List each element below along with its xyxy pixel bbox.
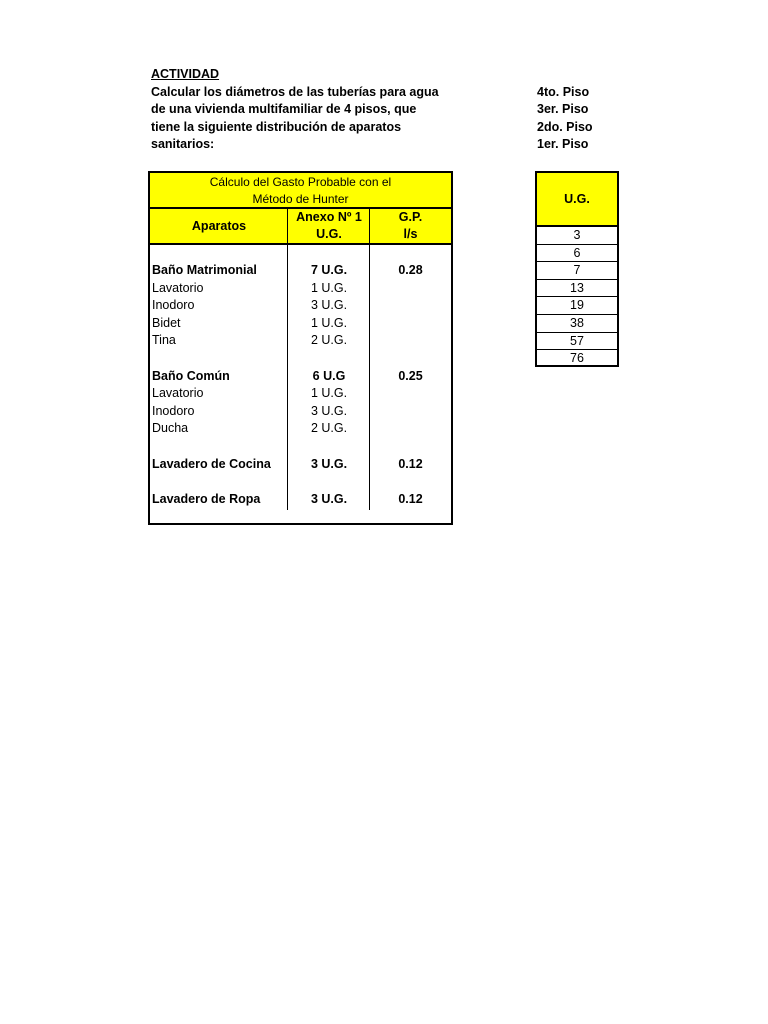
col-header-gp-line-1: G.P. bbox=[398, 210, 423, 224]
ug-cell: 6 bbox=[537, 245, 617, 263]
row-gp: 0.12 bbox=[398, 456, 423, 471]
row-gp: 0.25 bbox=[398, 368, 423, 383]
col-header-gp-line-2: l/s bbox=[403, 227, 418, 241]
row-ug: 2 U.G. bbox=[310, 333, 348, 348]
row-name: Baño Común bbox=[152, 368, 230, 383]
hunter-title-line-1: Cálculo del Gasto Probable con el bbox=[209, 175, 392, 189]
row-ug: 6 U.G bbox=[312, 368, 346, 383]
intro-line-2: de una vivienda multifamiliar de 4 pisos, que bbox=[151, 102, 417, 117]
row-ug: 3 U.G. bbox=[310, 456, 348, 471]
hunter-table bbox=[148, 171, 453, 525]
ug-cell: 13 bbox=[537, 280, 617, 298]
floor-label-3: 3er. Piso bbox=[537, 102, 589, 117]
row-name: Inodoro bbox=[152, 298, 195, 313]
hunter-title-line-2: Método de Hunter bbox=[252, 192, 349, 206]
ug-cell: 3 bbox=[537, 227, 617, 245]
row-name: Inodoro bbox=[152, 403, 195, 418]
ug-table-header: U.G. bbox=[537, 173, 617, 227]
row-name: Bidet bbox=[152, 315, 181, 330]
col-header-anexo bbox=[288, 209, 370, 245]
row-name: Tina bbox=[152, 333, 176, 348]
row-ug: 1 U.G. bbox=[310, 315, 348, 330]
row-name: Ducha bbox=[152, 421, 189, 436]
col-header-aparatos: Aparatos bbox=[150, 209, 288, 245]
row-ug: 1 U.G. bbox=[310, 280, 348, 295]
intro-line-1: Calcular los diámetros de las tuberías para agua bbox=[151, 84, 439, 99]
ug-cell: 38 bbox=[537, 315, 617, 333]
row-name: Lavatorio bbox=[152, 280, 204, 295]
row-ug: 3 U.G. bbox=[310, 491, 348, 506]
row-gp: 0.12 bbox=[398, 491, 423, 506]
floor-label-1: 1er. Piso bbox=[537, 137, 589, 152]
ug-table bbox=[535, 171, 619, 367]
floor-label-2: 2do. Piso bbox=[537, 119, 593, 134]
hunter-table-title bbox=[150, 173, 451, 209]
floor-label-4: 4to. Piso bbox=[537, 84, 590, 99]
row-name: Lavadero de Ropa bbox=[152, 491, 261, 506]
row-ug: 3 U.G. bbox=[310, 298, 348, 313]
col-header-anexo-line-2: U.G. bbox=[316, 227, 342, 241]
col-header-gp bbox=[370, 209, 451, 245]
ug-cell: 19 bbox=[537, 297, 617, 315]
row-name: Lavadero de Cocina bbox=[152, 456, 271, 471]
activity-heading: ACTIVIDAD bbox=[151, 67, 220, 81]
ug-cell: 76 bbox=[570, 351, 584, 366]
row-ug: 2 U.G. bbox=[310, 421, 348, 436]
row-gp: 0.28 bbox=[398, 263, 423, 277]
row-ug: 7 U.G. bbox=[310, 263, 348, 277]
intro-line-4: sanitarios: bbox=[151, 137, 215, 152]
ug-cell: 7 bbox=[537, 262, 617, 280]
row-ug: 1 U.G. bbox=[310, 386, 348, 401]
intro-line-3: tiene la siguiente distribución de aparatos bbox=[151, 119, 402, 134]
row-name: Lavatorio bbox=[152, 386, 204, 401]
col-header-anexo-line-1: Anexo Nº 1 bbox=[296, 210, 362, 224]
row-name: Baño Matrimonial bbox=[152, 263, 257, 277]
ug-cell: 57 bbox=[537, 333, 617, 351]
row-ug: 3 U.G. bbox=[310, 403, 348, 418]
